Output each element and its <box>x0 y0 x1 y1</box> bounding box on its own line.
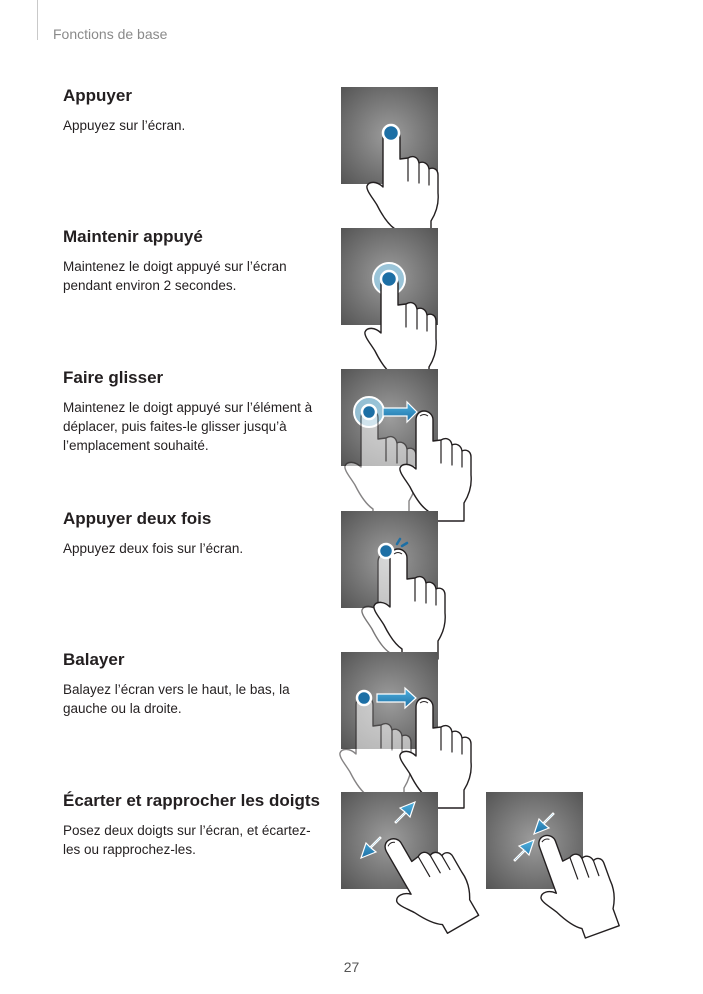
gesture-section-pinch <box>0 791 703 931</box>
gesture-section-tap <box>0 86 703 226</box>
pinch-gesture-illustration <box>486 792 596 920</box>
drag-gesture-illustration <box>341 369 481 497</box>
section-description: Appuyez sur l’écran. <box>63 118 186 133</box>
section-description: Maintenez le doigt appuyé sur l’écran pendant environ 2 secondes. <box>63 259 287 293</box>
section-description: Maintenez le doigt appuyé sur l’élément à déplacer, puis faites-le glisser jusqu’à l’emplacement souhaité. <box>63 400 313 453</box>
section-title: Balayer <box>63 650 125 669</box>
gesture-section-long-press <box>0 227 703 367</box>
page-number: 27 <box>343 959 360 975</box>
section-description: Posez deux doigts sur l’écran, et écartez-les ou rapprochez-les. <box>63 823 311 857</box>
section-title: Faire glisser <box>63 368 164 387</box>
tap-gesture-illustration <box>341 87 451 215</box>
touch-point-icon <box>381 271 397 287</box>
gesture-section-double-tap <box>0 509 703 649</box>
touch-point-icon <box>383 125 399 141</box>
gesture-section-drag <box>0 368 703 508</box>
double-tap-gesture-illustration <box>341 511 451 639</box>
page-margin-line <box>37 0 38 40</box>
section-title: Écarter et rapprocher les doigts <box>63 791 320 810</box>
section-title: Appuyer <box>63 86 132 105</box>
chapter-title: Fonctions de base <box>53 26 168 42</box>
section-title: Appuyer deux fois <box>63 509 212 528</box>
touch-point-icon <box>357 691 371 705</box>
section-description: Appuyez deux fois sur l’écran. <box>63 541 244 556</box>
touch-point-icon <box>362 405 376 419</box>
touch-point-icon <box>379 544 393 558</box>
gesture-section-swipe <box>0 650 703 790</box>
long-press-gesture-illustration <box>341 228 451 356</box>
spread-gesture-illustration <box>341 792 451 920</box>
section-description: Balayez l’écran vers le haut, le bas, la gauche ou la droite. <box>63 682 290 716</box>
section-title: Maintenir appuyé <box>63 227 203 246</box>
swipe-gesture-illustration <box>341 652 481 780</box>
